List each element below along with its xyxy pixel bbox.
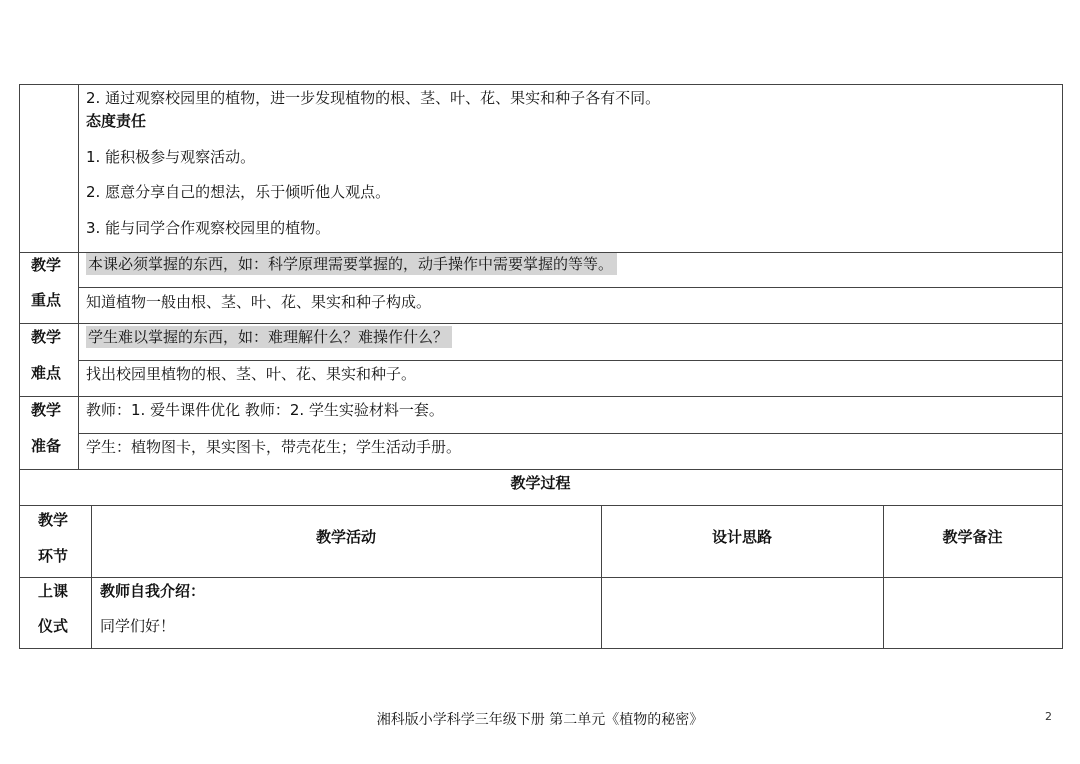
col-design-header: 设计思路	[711, 528, 772, 546]
preparation-teacher: 教师：1. 爱牛课件优化 教师：2. 学生实验材料一套。	[86, 401, 444, 419]
key-points-content: 知道植物一般由根、茎、叶、花、果实和种子构成。	[86, 293, 432, 311]
preparation-students: 学生：植物图卡，果实图卡，带壳花生；学生活动手册。	[86, 438, 462, 456]
difficulties-label: 教学	[31, 328, 62, 346]
col-activity-header: 教学活动	[315, 528, 376, 546]
key-points-label: 重点	[31, 291, 62, 309]
key-points-label: 教学	[31, 256, 62, 274]
difficulties-hint: 学生难以掌握的东西，如：难理解什么？难操作什么？	[86, 327, 452, 347]
objective-2-text: 2. 通过观察校园里的植物，进一步发现植物的根、茎、叶、花、果实和种子各有不同。	[86, 89, 661, 107]
difficulties-label: 难点	[31, 364, 62, 382]
attitude-item: 3. 能与同学合作观察校园里的植物。	[86, 219, 331, 237]
page-number: 2	[1045, 710, 1052, 723]
col-stage-header: 环节	[38, 547, 69, 565]
preparation-label: 教学	[31, 401, 62, 419]
stage-label: 仪式	[38, 617, 69, 635]
stage-label: 上课	[38, 582, 69, 600]
preparation-label: 准备	[31, 437, 62, 455]
attitude-item: 2. 愿意分享自己的想法，乐于倾听他人观点。	[86, 183, 391, 201]
activity-heading: 教师自我介绍：	[100, 582, 206, 600]
attitude-item: 1. 能积极参与观察活动。	[86, 148, 256, 166]
attitude-heading: 态度责任	[86, 112, 147, 130]
col-stage-header: 教学	[38, 511, 69, 529]
page-footer: 湘科版小学科学三年级下册 第二单元《植物的秘密》	[376, 712, 704, 728]
col-notes-header: 教学备注	[942, 528, 1003, 546]
activity-text: 同学们好！	[100, 617, 176, 635]
process-title: 教学过程	[510, 474, 571, 492]
key-points-hint: 本课必须掌握的东西，如：科学原理需要掌握的，动手操作中需要掌握的等等。	[86, 254, 617, 274]
difficulties-content: 找出校园里植物的根、茎、叶、花、果实和种子。	[86, 365, 417, 383]
